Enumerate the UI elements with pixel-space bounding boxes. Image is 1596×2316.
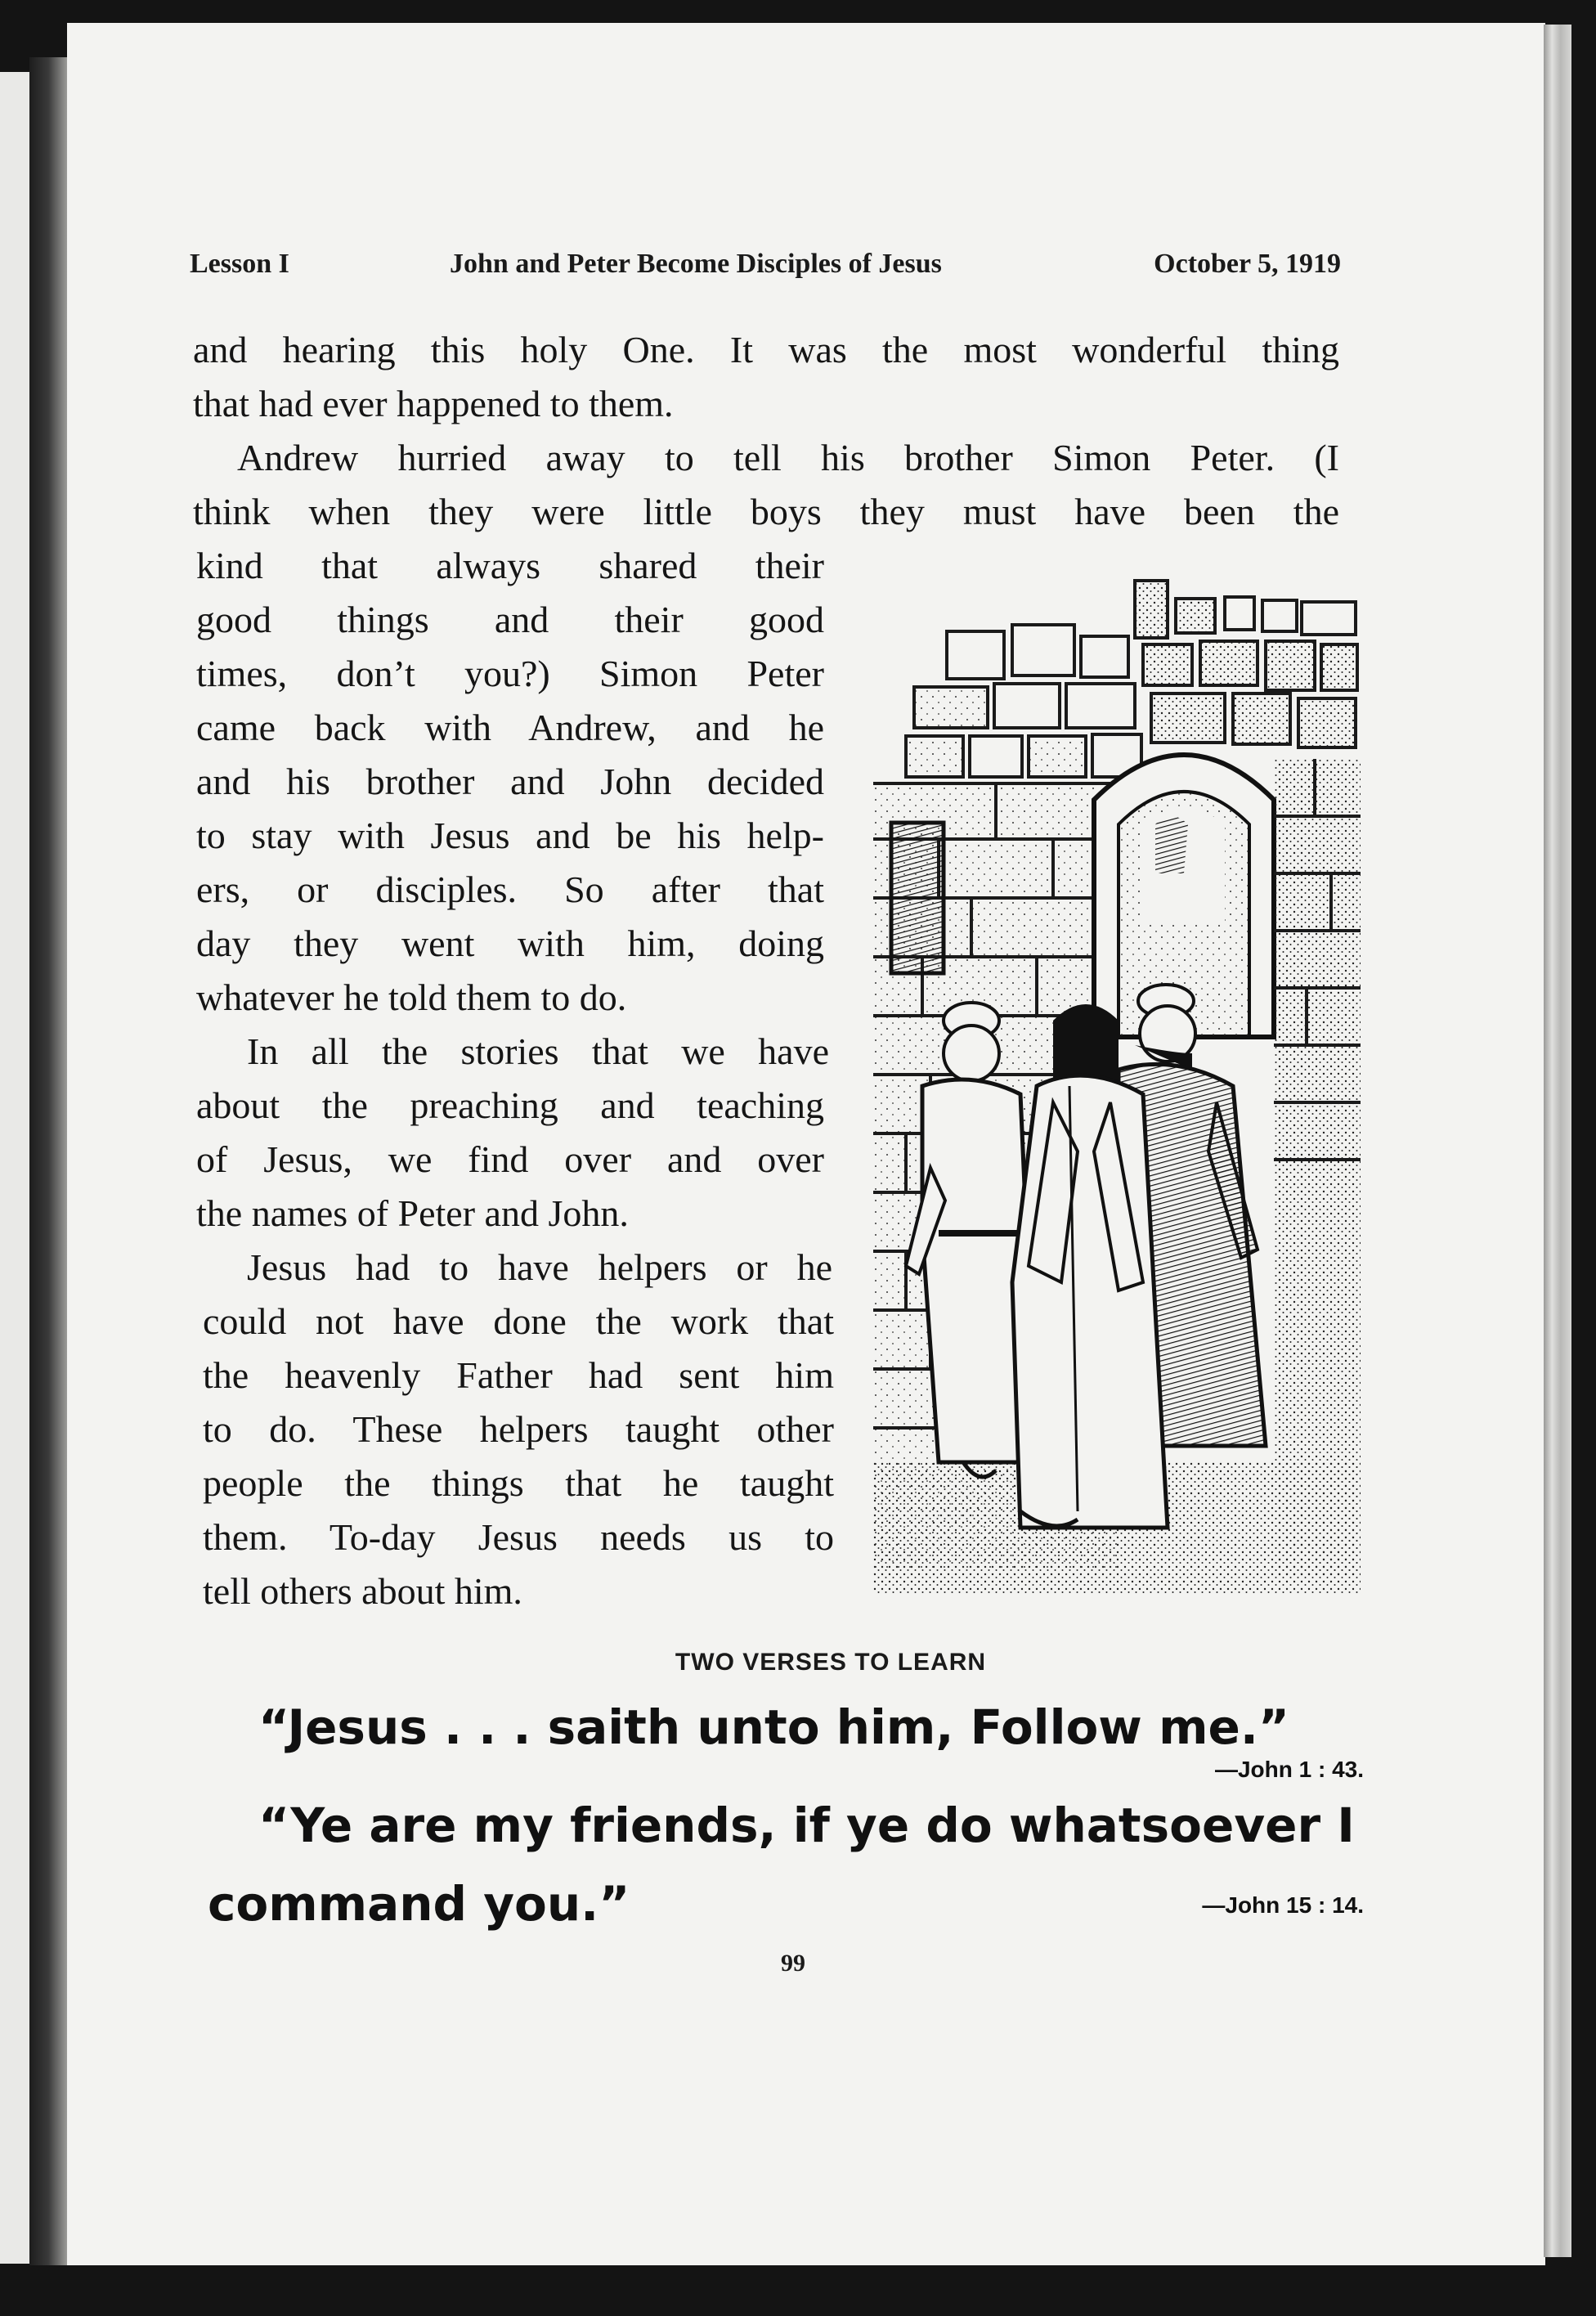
- body-line: about the preaching and teaching: [196, 1084, 824, 1126]
- memory-verse-1: “Jesus . . . saith unto him, Follow me.”: [258, 1699, 1289, 1755]
- verse-1-reference: —John 1 : 43.: [1214, 1757, 1364, 1782]
- body-line: and his brother and John decided: [196, 761, 824, 802]
- body-line: to stay with Jesus and be his help-: [196, 815, 824, 856]
- memory-verse-2-line-1: “Ye are my friends, if ye do whatsoever I: [258, 1798, 1355, 1853]
- page-fore-edge: [1544, 25, 1571, 2257]
- verse-2-reference: —John 15 : 14.: [1202, 1892, 1364, 1918]
- body-line: whatever he told them to do.: [196, 976, 627, 1018]
- body-line: the heavenly Father had sent him: [203, 1354, 834, 1396]
- body-line: the names of Peter and John.: [196, 1192, 629, 1234]
- body-line: tell others about him.: [203, 1570, 522, 1612]
- running-head: [190, 245, 1341, 294]
- body-line: good things and their good: [196, 599, 824, 640]
- body-line: of Jesus, we find over and over: [196, 1138, 824, 1180]
- body-line: them. To-day Jesus needs us to: [203, 1516, 834, 1558]
- body-line: Andrew hurried away to tell his brother Simon Peter. (I: [237, 437, 1339, 478]
- lesson-number: Lesson I: [190, 249, 289, 279]
- body-line: kind that always shared their: [196, 545, 824, 586]
- body-line: people the things that he taught: [203, 1462, 834, 1504]
- body-line: think when they were little boys they must have been the: [193, 491, 1339, 532]
- body-line: In all the stories that we have: [247, 1030, 829, 1072]
- body-line: times, don’t you?) Simon Peter: [196, 653, 824, 694]
- body-line: that had ever happened to them.: [193, 383, 674, 424]
- lesson-date: October 5, 1919: [1154, 249, 1341, 279]
- body-line: and hearing this holy One. It was the most wonderful thing: [193, 329, 1339, 370]
- body-line: ers, or disciples. So after that: [196, 868, 824, 910]
- verses-heading: TWO VERSES TO LEARN: [675, 1649, 987, 1676]
- lesson-title: John and Peter Become Disciples of Jesus: [450, 249, 942, 279]
- stone-gateway-illustration-icon: [873, 579, 1361, 1593]
- body-line: came back with Andrew, and he: [196, 707, 824, 748]
- body-line: could not have done the work that: [203, 1300, 834, 1342]
- body-line: to do. These helpers taught other: [203, 1408, 834, 1450]
- body-line: day they went with him, doing: [196, 922, 824, 964]
- body-line: Jesus had to have helpers or he: [247, 1246, 832, 1288]
- page-number: 99: [781, 1950, 805, 1977]
- memory-verse-2-line-2: command you.”: [208, 1876, 630, 1932]
